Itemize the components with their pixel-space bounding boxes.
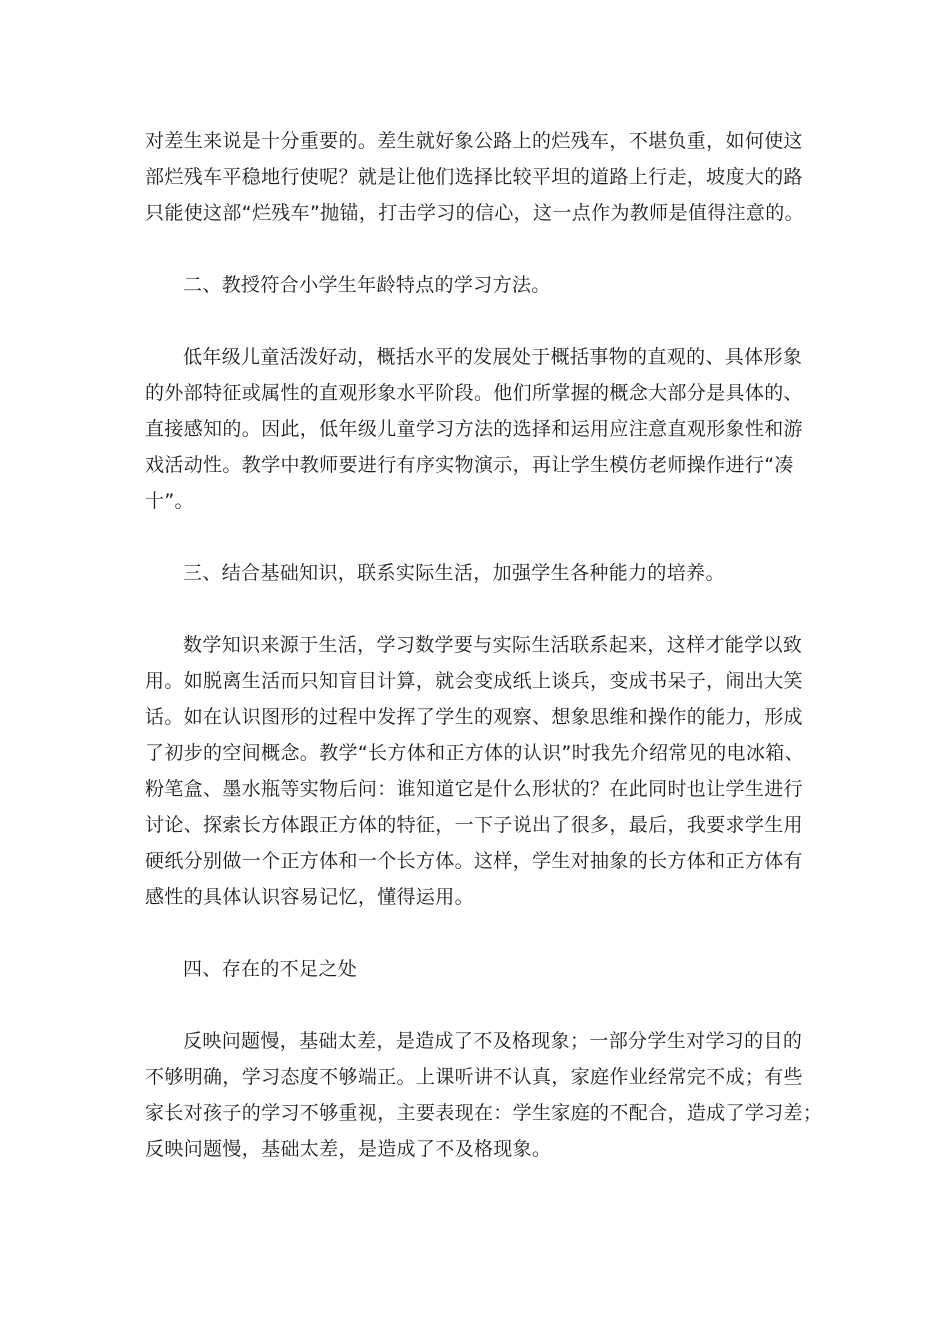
section-heading: 四、存在的不足之处 [183, 958, 358, 980]
section-heading: 二、教授符合小学生年龄特点的学习方法。 [183, 274, 551, 296]
paragraph-line: 低年级儿童活泼好动，概括水平的发展处于概括事物的直观的、具体形象 [183, 346, 803, 368]
paragraph-line: 数学知识来源于生活，学习数学要与实际生活联系起来，这样才能学以致 [183, 634, 803, 656]
section-heading: 三、结合基础知识，联系实际生活，加强学生各种能力的培养。 [183, 562, 725, 584]
paragraph-line: 只能使这部“烂残车”抛锚，打击学习的信心，这一点作为教师是值得注意的。 [145, 202, 804, 224]
paragraph-line: 用。如脱离生活而只知盲目计算，就会变成纸上谈兵，变成书呆子，闹出大笑 [145, 670, 803, 692]
paragraph-line: 硬纸分别做一个正方体和一个长方体。这样，学生对抽象的长方体和正方体有 [145, 850, 803, 872]
paragraph-line: 反映问题慢，基础太差，是造成了不及格现象；一部分学生对学习的目的 [183, 1030, 803, 1052]
paragraph-line: 的外部特征或属性的直观形象水平阶段。他们所掌握的概念大部分是具体的、 [145, 382, 803, 404]
paragraph-line: 反映问题慢，基础太差，是造成了不及格现象。 [145, 1138, 552, 1160]
paragraph-line: 十”。 [145, 490, 194, 512]
paragraph-line: 不够明确，学习态度不够端正。上课听讲不认真，家庭作业经常完不成；有些 [145, 1066, 803, 1088]
paragraph-line: 粉笔盒、墨水瓶等实物后问：谁知道它是什么形状的？在此同时也让学生进行 [145, 778, 803, 800]
paragraph-line: 部烂残车平稳地行使呢？就是让他们选择比较平坦的道路上行走，坡度大的路 [145, 166, 803, 188]
paragraph-line: 了初步的空间概念。教学“长方体和正方体的认识”时我先介绍常见的电冰箱、 [145, 742, 804, 764]
paragraph-line: 家长对孩子的学习不够重视，主要表现在：学生家庭的不配合，造成了学习差； [145, 1102, 823, 1124]
paragraph-line: 对差生来说是十分重要的。差生就好象公路上的烂残车，不堪负重，如何使这 [145, 130, 803, 152]
paragraph-line: 直接感知的。因此，低年级儿童学习方法的选择和运用应注意直观形象性和游 [145, 418, 803, 440]
paragraph-line: 戏活动性。教学中教师要进行有序实物演示，再让学生模仿老师操作进行“凑 [145, 454, 794, 476]
paragraph-line: 感性的具体认识容易记忆，懂得运用。 [145, 886, 474, 908]
paragraph-line: 讨论、探索长方体跟正方体的特征，一下子说出了很多，最后，我要求学生用 [145, 814, 803, 836]
paragraph-line: 话。如在认识图形的过程中发挥了学生的观察、想象思维和操作的能力，形成 [145, 706, 803, 728]
